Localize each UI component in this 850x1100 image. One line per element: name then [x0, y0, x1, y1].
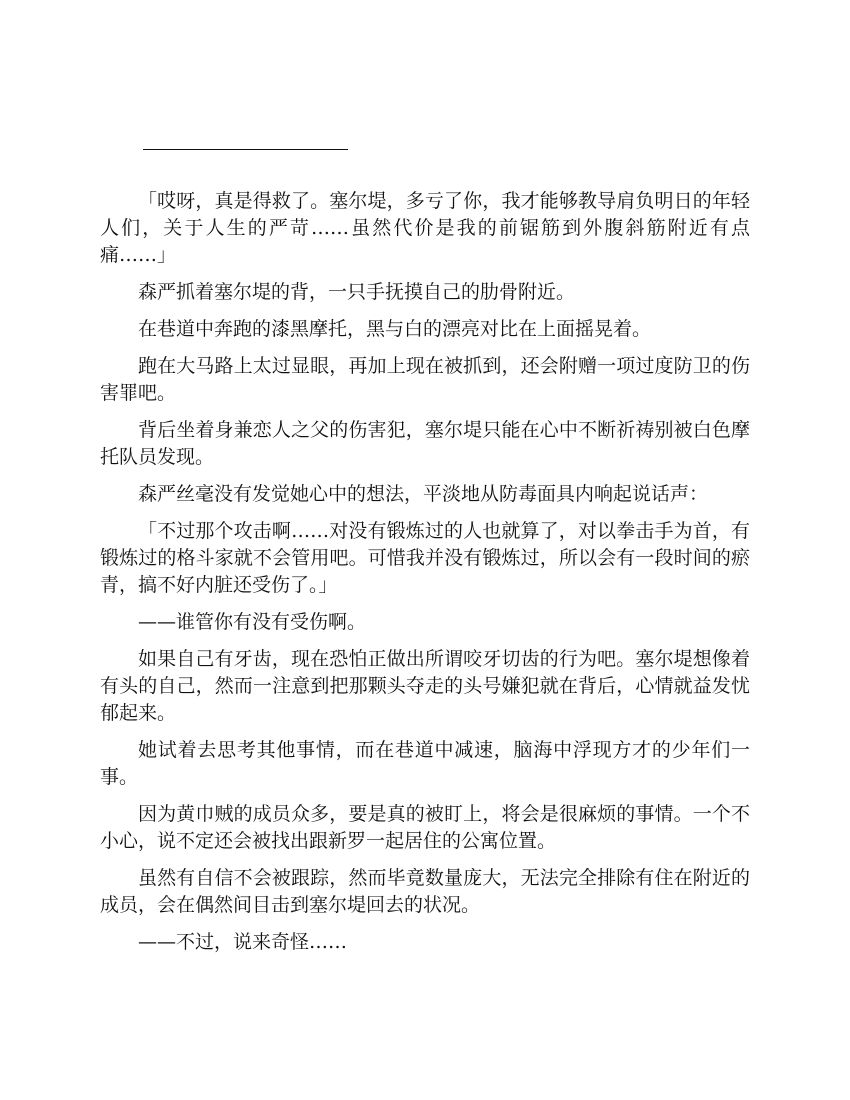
body-text — [100, 188, 750, 966]
section-divider — [143, 149, 348, 150]
paragraph: 因为黄巾贼的成员众多，要是真的被盯上，将会是很麻烦的事情。一个不小心，说不定还会被找出跟新罗一起居住的公寓位置。 — [100, 803, 750, 852]
paragraph: 「不过那个攻击啊……对没有锻炼过的人也就算了，对以拳击手为首，有锻炼过的格斗家就不会管用吧。可惜我并没有锻炼过，所以会有一段时间的瘀青，搞不好内脏还受伤了。」 — [100, 520, 750, 596]
paragraph: 在巷道中奔跑的漆黑摩托，黑与白的漂亮对比在上面摇晃着。 — [138, 318, 652, 340]
paragraph: 背后坐着身兼恋人之父的伤害犯，塞尔堤只能在心中不断祈祷别被白色摩托队员发现。 — [100, 419, 750, 468]
paragraph: 如果自己有牙齿，现在恐怕正做出所谓咬牙切齿的行为吧。塞尔堤想像着有头的自己，然而一注意到把那颗头夺走的头号嫌犯就在背后，心情就益发忧郁起来。 — [100, 648, 750, 724]
paragraph: 森严丝毫没有发觉她心中的想法，平淡地从防毒面具内响起说话声： — [138, 483, 709, 505]
paragraph: 虽然有自信不会被跟踪，然而毕竟数量庞大，无法完全排除有住在附近的成员，会在偶然间目击到塞尔堤回去的状况。 — [100, 867, 750, 916]
paragraph: ——谁管你有没有受伤啊。 — [138, 611, 367, 633]
paragraph: 「哎呀，真是得救了。塞尔堤，多亏了你，我才能够教导肩负明日的年轻人们，关于人生的严苛……虽然代价是我的前锯筋到外腹斜筋附近有点痛……」 — [100, 190, 750, 266]
paragraph: 森严抓着塞尔堤的背，一只手抚摸自己的肋骨附近。 — [138, 281, 576, 303]
paragraph: 她试着去思考其他事情，而在巷道中减速，脑海中浮现方才的少年们一事。 — [100, 739, 750, 788]
paragraph: ——不过，说来奇怪…… — [138, 931, 348, 953]
paragraph: 跑在大马路上太过显眼，再加上现在被抓到，还会附赠一项过度防卫的伤害罪吧。 — [100, 355, 750, 404]
